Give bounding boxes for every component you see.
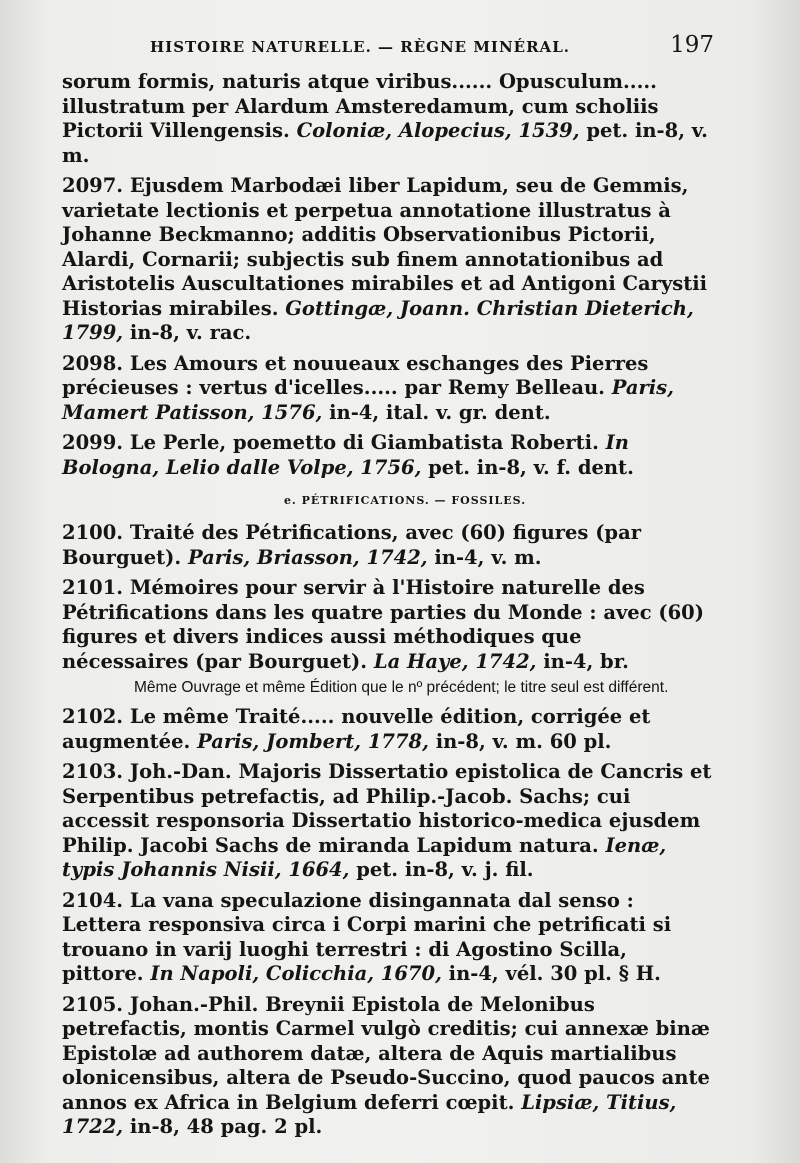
entry-number: 2097.	[62, 174, 124, 197]
entry-text: Traité des Pétrifications, avec (60) figures (par Bourguet).	[62, 521, 641, 569]
catalog-entry-2105	[58, 993, 712, 1140]
entry-number: 2103.	[62, 760, 124, 783]
catalog-entry-2102	[58, 705, 712, 754]
entry-imprint: Lipsiæ, Titius, 1722,	[62, 1090, 677, 1138]
entry-imprint: Ienæ, typis Johannis Nisii, 1664,	[62, 833, 667, 881]
catalog-entry-2104	[58, 889, 712, 987]
entry-imprint: In Napoli, Colicchia, 1670,	[150, 962, 442, 985]
entry-text: Ejusdem Marbodæi liber Lapidum, seu de Gemmis, varietate lectionis et perpetua annotatione illustratus à Johanne Beckmanno; additis Observationibus Pictorii, Alardi, Cornarii; subjectis sub finem annotationibus ad Aristotelis Auscultationes mirabiles et ad Antigoni Carystii Historias mirabiles.	[62, 174, 708, 320]
catalog-entry-2097	[58, 174, 712, 346]
entry-text: sorum formis, naturis atque viribus...... Opusculum..... illustratum per Alardum Amsteredamum, cum scholiis Pictorii Villengensis.	[62, 70, 659, 142]
entry-text: Les Amours et nouueaux eschanges des Pierres précieuses : vertus d'icelles..... par Remy Belleau.	[62, 351, 649, 399]
entry-text: La vana speculazione disingannata dal senso : Lettera responsiva circa i Corpi marini che petrificati si trouano in varij luoghi terrestri : di Agostino Scilla, pittore.	[62, 888, 672, 985]
catalog-entry-2103	[58, 760, 712, 883]
entry-format: in-4, vél. 30 pl. § H.	[448, 962, 661, 985]
entry-imprint: Paris, Mamert Patisson, 1576,	[62, 376, 674, 424]
page-number: 197	[670, 32, 714, 58]
entry-number: 2099.	[62, 431, 124, 454]
entry-format: in-8, v. rac.	[129, 321, 252, 344]
entry-imprint: Paris, Jombert, 1778,	[197, 729, 429, 753]
entry-imprint: Gottingæ, Joann. Christian Dieterich, 1799,	[62, 296, 694, 344]
running-title: HISTOIRE NATURELLE. — RÈGNE MINÉRAL.	[150, 38, 570, 56]
entry-number: 2104.	[62, 888, 124, 912]
entry-format: pet. in-8, v. m.	[62, 119, 708, 167]
entry-number: 2098.	[62, 351, 124, 375]
entry-number: 2105.	[62, 992, 124, 1016]
catalog-entry-continued	[58, 70, 712, 168]
entry-text: Joh.-Dan. Majoris Dissertatio epistolica de Cancris et Serpentibus petrefactis, ad Philip.-Jacob. Sachs; cui accessit responsoria Dissertatio historico-medica ejusdem Philip. Jacobi Sachs de miranda Lapidum natura.	[62, 760, 712, 857]
entry-imprint: Coloniæ, Alopecius, 1539,	[296, 119, 580, 142]
entry-format: pet. in-8, v. f. dent.	[428, 455, 634, 479]
entry-format: in-8, 48 pag. 2 pl.	[129, 1115, 323, 1138]
catalog-entry-2101	[58, 576, 712, 674]
catalog-entry-2098	[58, 352, 712, 426]
entry-format: in-4, ital. v. gr. dent.	[329, 400, 551, 424]
entry-imprint: La Haye, 1742,	[373, 649, 537, 673]
catalog-entry-2099	[58, 431, 712, 480]
entry-text: Johan.-Phil. Breynii Epistola de Melonibus petrefactis, montis Carmel vulgò creditis; cui annexæ binæ Epistolæ ad authorem datæ, altera de Aquis martialibus olonicensibus, altera de Pseudo-Succino, quod paucos ante annos ex Africa in Belgium deferri cœpit.	[62, 992, 710, 1114]
entry-format: pet. in-8, v. j. fil.	[356, 858, 534, 881]
entry-number: 2102.	[62, 705, 124, 728]
entry-format: in-4, v. m.	[434, 545, 542, 569]
entry-imprint: In Bologna, Lelio dalle Volpe, 1756,	[62, 431, 629, 479]
catalog-entry-2100	[58, 521, 712, 570]
entry-number: 2101.	[62, 576, 124, 599]
section-heading: e. PÉTRIFICATIONS. — FOSSILES.	[283, 494, 527, 507]
entry-text: Le même Traité..... nouvelle édition, corrigée et augmentée.	[62, 705, 651, 753]
entry-note: Même Ouvrage et même Édition que le nº précédent; le titre seul est différent.	[134, 679, 669, 696]
entry-text: Mémoires pour servir à l'Histoire naturelle des Pétrifications dans les quatre parties du Monde : avec (60) figures et divers indices aussi méthodiques que nécessaires (par Bourguet).	[62, 576, 704, 673]
entry-number: 2100.	[62, 521, 124, 544]
entry-format: in-4, br.	[543, 649, 629, 673]
entry-format: in-8, v. m. 60 pl.	[435, 729, 612, 753]
running-header	[58, 30, 712, 66]
entry-text: Le Perle, poemetto di Giambatista Roberti.	[129, 431, 599, 454]
entry-imprint: Paris, Briasson, 1742,	[187, 545, 428, 569]
